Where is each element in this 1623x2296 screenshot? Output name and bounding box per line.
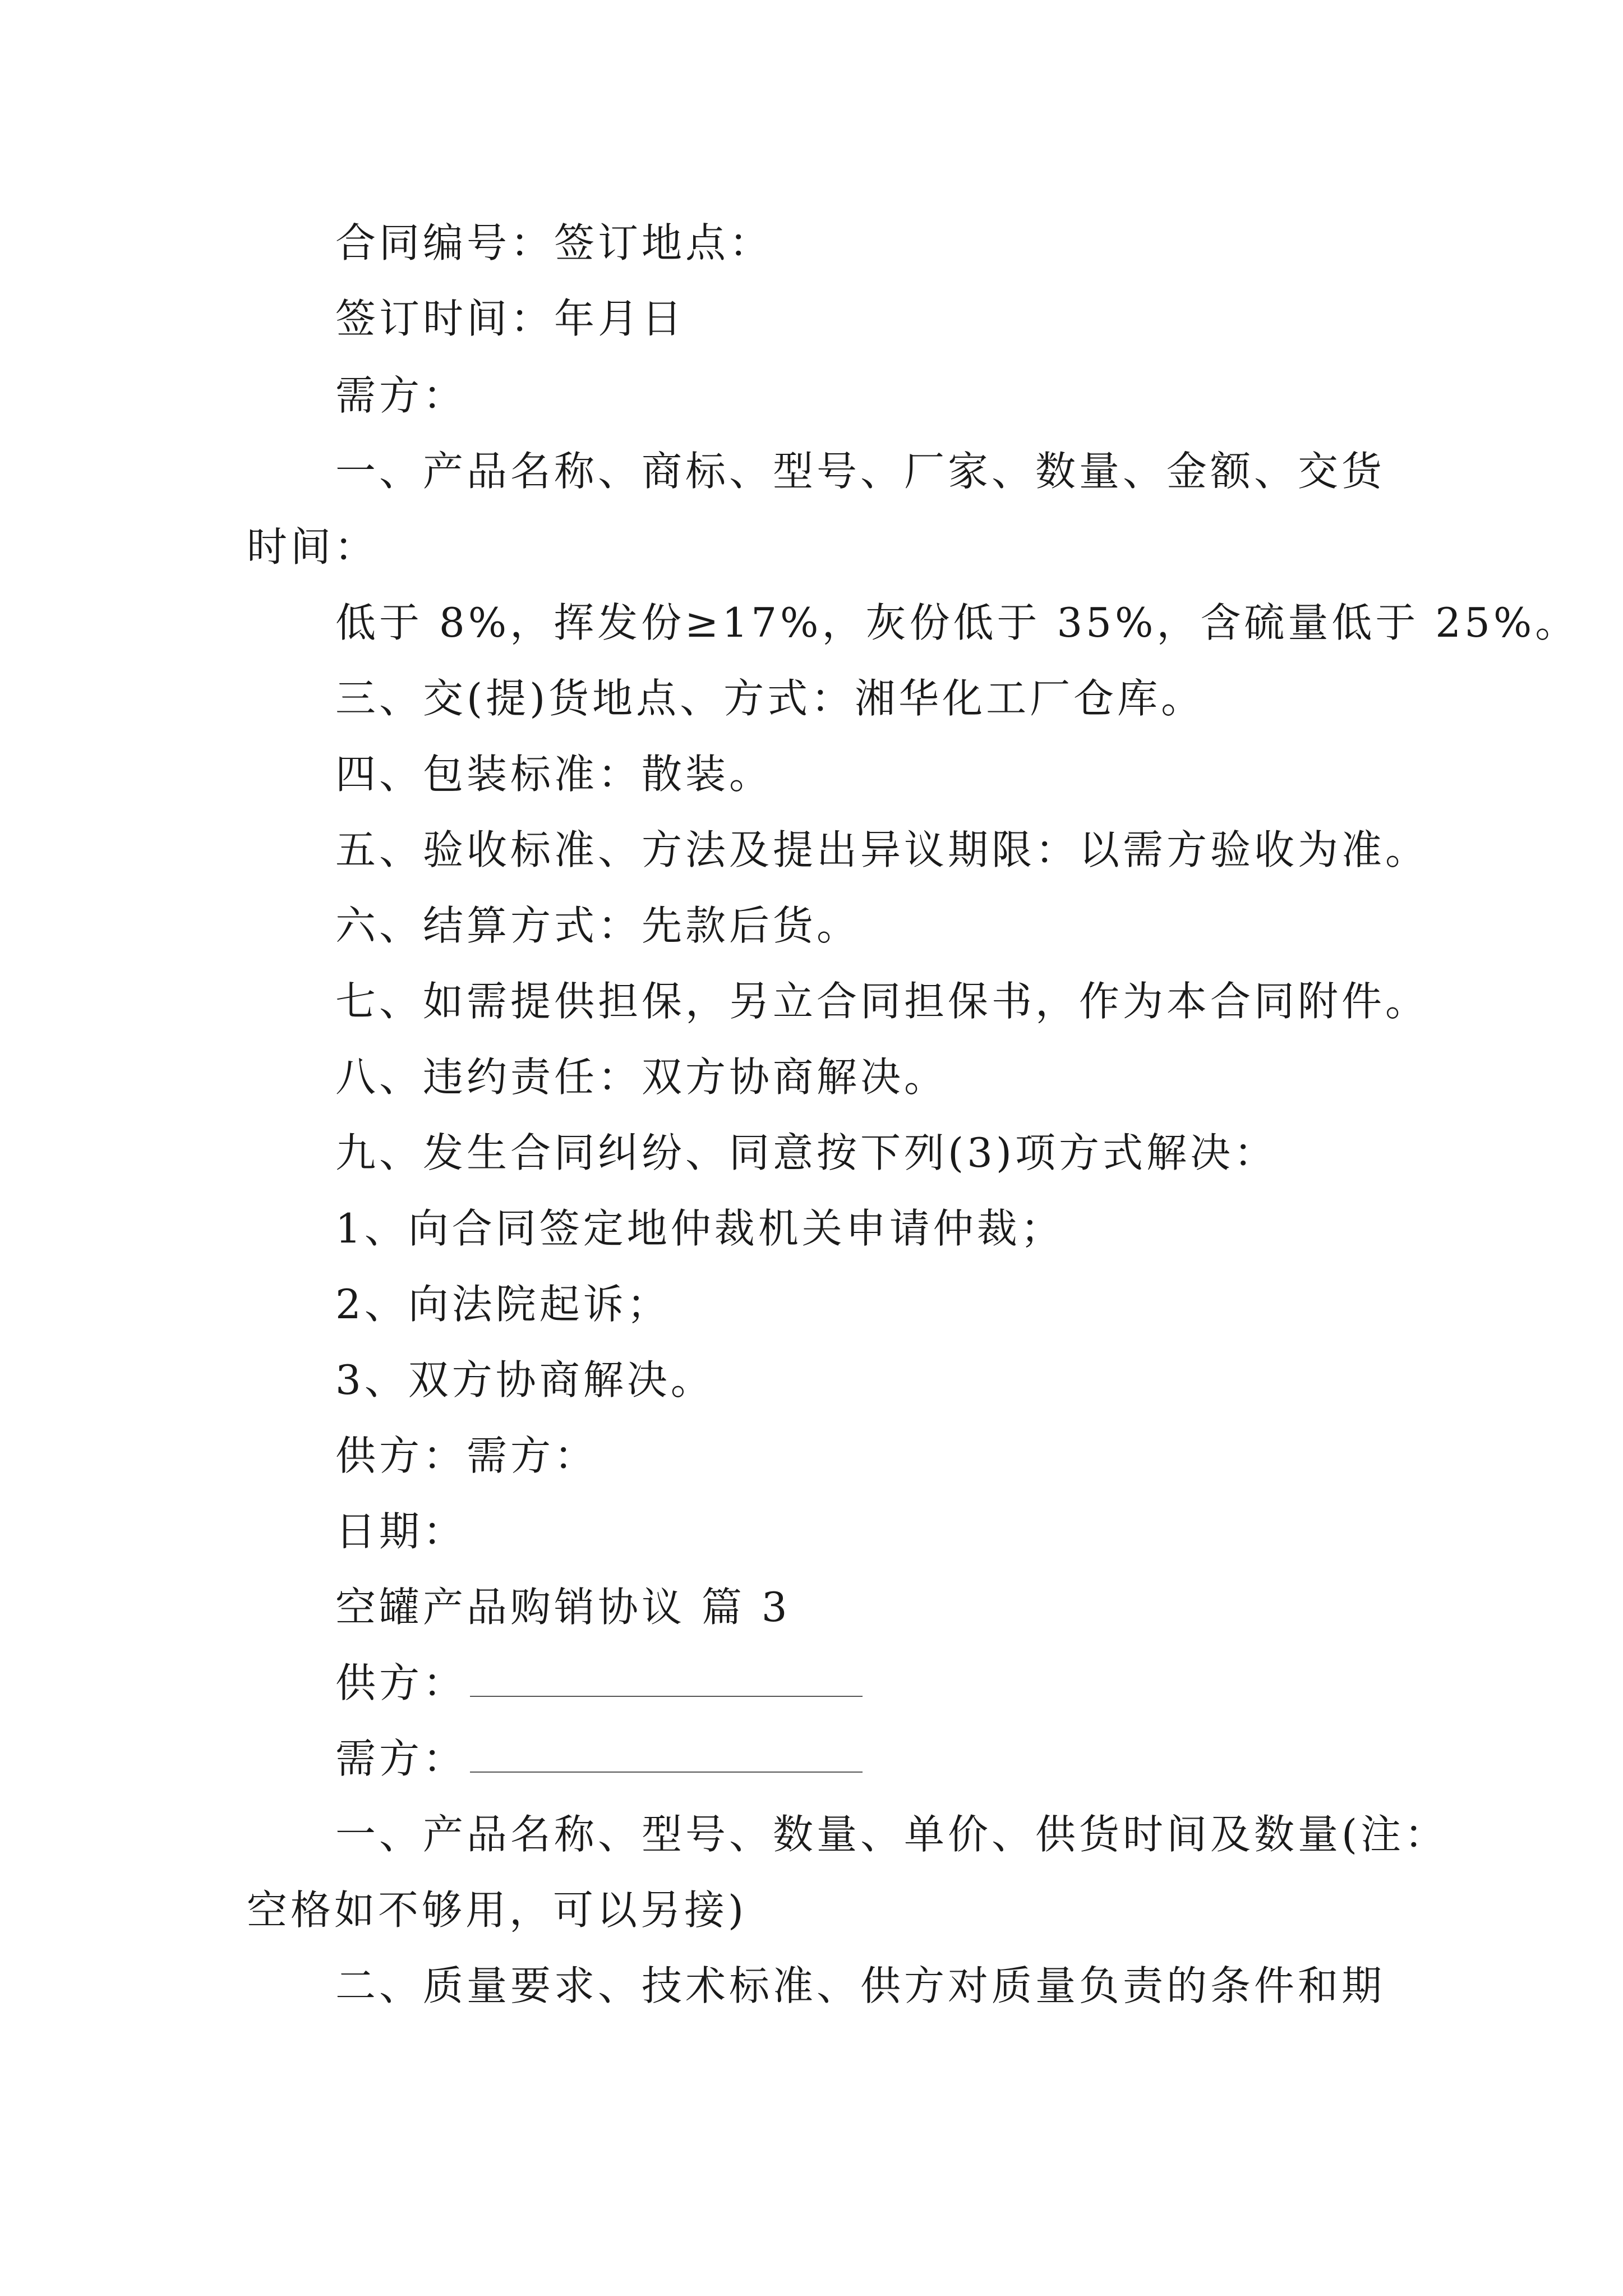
buyer-label-2: 需方： [335,1735,467,1782]
section-heading: 空罐产品购销协议 篇 3 [335,1584,791,1631]
clause-3: 三、交(提)货地点、方式：湘华化工厂仓库。 [335,675,1205,722]
dispute-option-1: 1、向合同签定地仲裁机关申请仲裁； [335,1205,1064,1252]
clause-1-continued: 时间： [247,523,379,570]
quality-spec: 低于 8%，挥发份≥17%，灰份低于 35%，含硫量低于 25%。 [335,599,1579,646]
section-3-clause-1-continued: 空格如不够用，可以另接) [247,1887,748,1934]
buyer-blank-line [470,1734,863,1773]
signatories: 供方：需方： [335,1432,598,1479]
clause-6: 六、结算方式：先款后货。 [335,902,861,949]
dispute-option-2: 2、向法院起诉； [335,1281,671,1328]
dispute-option-3: 3、双方协商解决。 [335,1356,714,1404]
clause-9: 九、发生合同纠纷、同意按下列(3)项方式解决： [335,1129,1278,1176]
clause-4: 四、包装标准：散装。 [335,751,773,798]
date-label: 日期： [335,1508,467,1555]
buyer-row [335,1731,863,1787]
section-3-clause-2: 二、质量要求、技术标准、供方对质量负责的条件和期 [335,1962,1386,2009]
clause-1: 一、产品名称、商标、型号、厂家、数量、金额、交货 [335,448,1386,495]
supplier-blank-line [470,1659,863,1697]
supplier-row [335,1655,863,1711]
section-3-clause-1: 一、产品名称、型号、数量、单价、供货时间及数量(注： [335,1811,1449,1858]
clause-7: 七、如需提供担保，另立合同担保书，作为本合同附件。 [335,978,1430,1025]
contract-number-and-place: 合同编号：签订地点： [335,219,773,266]
signing-date: 签订时间：年月日 [335,295,686,342]
clause-8: 八、违约责任：双方协商解决。 [335,1053,948,1101]
buyer-label: 需方： [335,372,467,419]
clause-5: 五、验收标准、方法及提出异议期限：以需方验收为准。 [335,826,1430,873]
supplier-label: 供方： [335,1659,467,1706]
